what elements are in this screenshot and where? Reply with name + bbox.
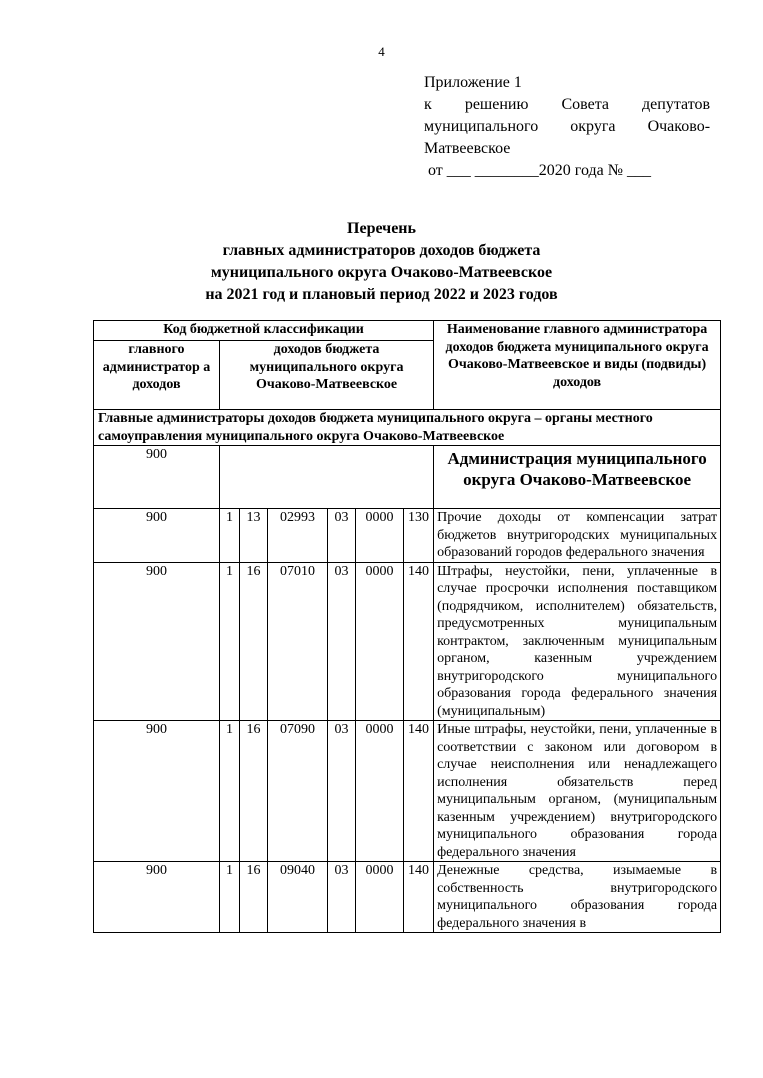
- document-title: [0, 218, 763, 306]
- row-name: Прочие доходы от компенсации затрат бюджетов внутригородских муниципальных образований городов федерального значения: [434, 509, 721, 563]
- row-code-6: 130: [404, 509, 434, 563]
- table-row: [94, 509, 721, 563]
- title-line-2: главных администраторов доходов бюджета: [222, 242, 541, 259]
- admin-row-name: Администрация муниципального округа Очаково-Матвеевское: [434, 446, 721, 509]
- appendix-title: Приложение 1: [424, 74, 522, 91]
- row-code-4: 03: [328, 562, 356, 721]
- row-name: Денежные средства, изымаемые в собственность внутригородского муниципального образования города федерального значения в: [434, 862, 721, 933]
- row-name: Иные штрафы, неустойки, пени, уплаченные в соответствии с законом или договором в случае неисполнения или ненадлежащего исполнения обязательств перед муниципальным органом, (муниципальным казенным учреждением) внутригородского муниципального образования города федерального значения: [434, 721, 721, 862]
- row-code-3: 07010: [268, 562, 328, 721]
- row-code-3: 07090: [268, 721, 328, 862]
- row-admin-code: 900: [94, 562, 220, 721]
- row-code-3: 09040: [268, 862, 328, 933]
- row-name: Штрафы, неустойки, пени, уплаченные в случае просрочки исполнения поставщиком (подрядчиком, исполнителем) обязательств, предусмотренных муниципальным контрактом, заключенным муниципальным органом, казенным учреждением внутригородского муниципального образования города федерального значения (муниципальным): [434, 562, 721, 721]
- title-line-4: на 2021 год и плановый период 2022 и 2023 годов: [205, 286, 558, 303]
- row-admin-code: 900: [94, 721, 220, 862]
- appendix-date-line: от ___ ________2020 года № ___: [424, 162, 651, 179]
- table-header-row-1: [94, 321, 721, 341]
- row-code-2: 16: [240, 862, 268, 933]
- group-row-text: Главные администраторы доходов бюджета муниципального округа – органы местного самоуправления муниципального округа Очаково-Матвеевское: [94, 410, 721, 446]
- title-line-3: муниципального округа Очаково-Матвеевское: [210, 264, 553, 281]
- row-code-6: 140: [404, 721, 434, 862]
- admin-row-code: 900: [94, 446, 220, 509]
- header-name-column: Наименование главного администратора доходов бюджета муниципального округа Очаково-Матвеевское и виды (подвиды) доходов: [434, 321, 721, 410]
- row-code-2: 16: [240, 721, 268, 862]
- row-code-5: 0000: [356, 721, 404, 862]
- header-admin-column: главного администратор а доходов: [94, 341, 220, 410]
- row-code-1: 1: [220, 862, 240, 933]
- row-code-3: 02993: [268, 509, 328, 563]
- page-number: 4: [378, 44, 385, 59]
- header-income-column: доходов бюджета муниципального округа Очаково-Матвеевское: [220, 341, 434, 410]
- row-code-6: 140: [404, 862, 434, 933]
- admin-row-empty: [220, 446, 434, 509]
- appendix-line-2: к решению Совета депутатов: [424, 96, 711, 113]
- appendix-line-4: Матвеевское: [424, 140, 511, 157]
- table-row: [94, 862, 721, 933]
- table-row: [94, 721, 721, 862]
- row-code-1: 1: [220, 721, 240, 862]
- appendix-line-3: муниципального округа Очаково-: [424, 118, 711, 135]
- revenue-table: [93, 320, 721, 933]
- row-code-2: 16: [240, 562, 268, 721]
- row-code-1: 1: [220, 509, 240, 563]
- row-code-4: 03: [328, 509, 356, 563]
- row-code-1: 1: [220, 562, 240, 721]
- row-code-6: 140: [404, 562, 434, 721]
- row-code-4: 03: [328, 721, 356, 862]
- row-admin-code: 900: [94, 509, 220, 563]
- row-code-2: 13: [240, 509, 268, 563]
- row-code-4: 03: [328, 862, 356, 933]
- admin-row: [94, 446, 721, 509]
- appendix-block: [424, 72, 710, 182]
- row-code-5: 0000: [356, 509, 404, 563]
- table-row: [94, 562, 721, 721]
- header-code-group: Код бюджетной классификации: [94, 321, 434, 341]
- row-admin-code: 900: [94, 862, 220, 933]
- row-code-5: 0000: [356, 862, 404, 933]
- group-row: [94, 410, 721, 446]
- title-line-1: Перечень: [347, 220, 416, 237]
- row-code-5: 0000: [356, 562, 404, 721]
